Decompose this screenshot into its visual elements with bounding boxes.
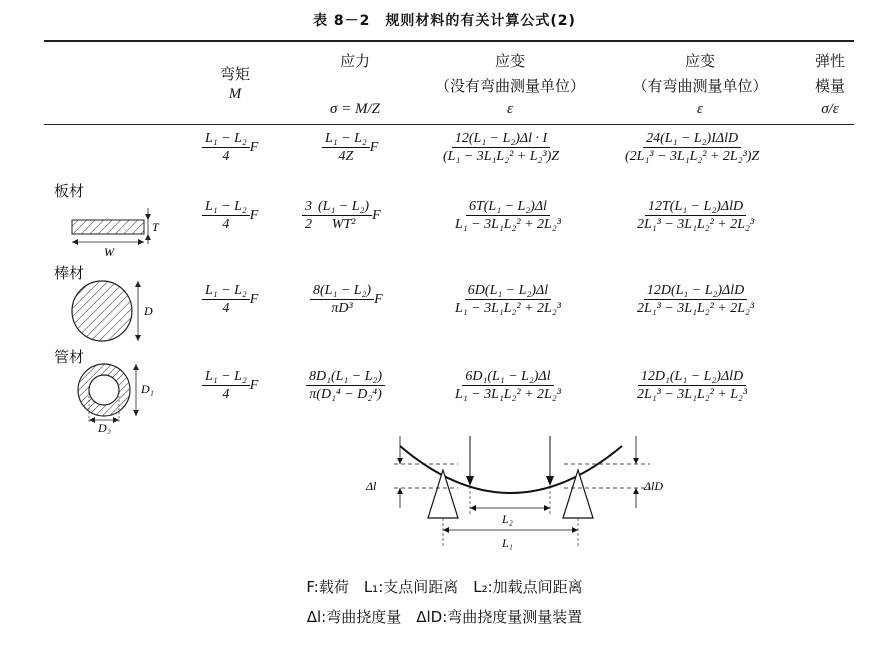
tube-D2-label: D₂ — [98, 421, 111, 434]
header-modulus-label1: 弹性 — [814, 52, 845, 70]
row3-moment-num: L₁ − L₂ — [202, 368, 250, 386]
dl-label: Δl — [366, 479, 377, 493]
row1-moment-suf: F — [249, 208, 259, 223]
row1-stress-pre: 3 — [302, 198, 315, 216]
bar-cross-section-figure — [60, 278, 170, 348]
row2-strain2 — [634, 282, 757, 317]
plate-W-arrow-right — [138, 239, 144, 245]
row3-strain2-num: 12D₁(L₁ − L₂)ΔlD — [638, 368, 746, 386]
row2-strain1 — [452, 282, 564, 317]
row3-moment-suf: F — [249, 378, 259, 393]
dlD-label: ΔlD — [644, 479, 664, 493]
L1-label: L₁ — [502, 536, 513, 550]
tube-D1-label: D₁ — [141, 382, 154, 396]
dlD-arrow-head-top — [633, 458, 639, 464]
header-strain2-label: 应变 — [684, 52, 715, 70]
bar-D-label: D — [144, 304, 153, 318]
row2-stress-den: πD³ — [331, 301, 353, 316]
plate-cross-section-figure — [64, 200, 164, 260]
row2-stress-num: 8(L₁ − L₂) — [310, 282, 374, 300]
legend-line-1: F:载荷 L₁:支点间距离 L₂:加载点间距离 — [306, 578, 583, 596]
load-arrow-left-head — [466, 476, 474, 486]
header-strain1-sub: （没有弯曲测量单位） — [434, 77, 585, 95]
row-label-tube: 管材 — [54, 348, 85, 366]
L2-label: L₂ — [502, 512, 513, 526]
row-label-plate: 板材 — [54, 182, 85, 200]
header-strain1-label: 应变 — [494, 52, 525, 70]
table-title: 表 8－2 规则材料的有关计算公式(2) — [313, 13, 576, 29]
row0-stress-suf: F — [369, 140, 379, 155]
header-rule — [44, 124, 854, 125]
right-support — [563, 470, 593, 518]
L2-arrow-left — [470, 505, 476, 511]
header-strain2-symbol: ε — [697, 101, 703, 117]
row2-stress-suf: F — [374, 292, 383, 307]
plate-T-arrow-bot — [145, 234, 151, 240]
row1-stress — [302, 198, 381, 233]
row1-strain2 — [634, 198, 757, 233]
row2-moment-num: L₁ − L₂ — [202, 282, 250, 300]
row0-stress-num: L₁ − L₂ — [322, 130, 370, 148]
row3-stress-num: 8D₁(L₁ − L₂) — [306, 368, 385, 386]
plate-T-label: T — [152, 220, 159, 234]
row0-stress — [322, 130, 378, 165]
dl-arrow-left-head-bot — [397, 488, 403, 494]
row0-strain2 — [622, 130, 762, 165]
row1-moment-num: L₁ − L₂ — [202, 198, 250, 216]
row2-strain1-num: 6D(L₁ − L₂)Δl — [465, 282, 551, 300]
row1-strain1-den: L₁ − 3L₁L₂² + 2L₂³ — [455, 217, 561, 232]
row0-strain2-den: (2L₁³ − 3L₁L₂² + 2L₂³)Z — [625, 149, 760, 164]
row3-strain1-den: L₁ − 3L₁L₂² + 2L₂³ — [455, 387, 561, 402]
row0-moment-suf: F — [249, 140, 259, 155]
row0-strain1 — [440, 130, 562, 165]
bar-circle — [72, 281, 132, 341]
row2-stress — [310, 282, 383, 317]
header-moment-label: 弯矩 — [219, 65, 250, 83]
row0-stress-den: 4Z — [338, 149, 354, 164]
row2-moment — [202, 282, 258, 317]
row0-strain2-num: 24(L₁ − L₂)IΔlD — [643, 130, 741, 148]
L2-arrow-right — [544, 505, 550, 511]
load-arrow-right-head — [546, 476, 554, 486]
legend-line-2: Δl:弯曲挠度量 ΔlD:弯曲挠度量测量装置 — [306, 608, 583, 626]
tube-inner — [89, 375, 119, 405]
row2-strain2-den: 2L₁³ − 3L₁L₂² + 2L₂³ — [637, 301, 755, 316]
tube-D1-arrow-bot — [133, 410, 139, 416]
row1-strain2-den: 2L₁³ − 3L₁L₂² + 2L₂³ — [637, 217, 755, 232]
bar-D-arrow-bot — [135, 335, 141, 341]
row1-strain1-num: 6T(L₁ − L₂)Δl — [466, 198, 550, 216]
top-rule — [44, 40, 854, 42]
row2-moment-suf: F — [249, 292, 259, 307]
row1-moment — [202, 198, 258, 233]
row2-strain1-den: L₁ − 3L₁L₂² + 2L₂³ — [455, 301, 561, 316]
row0-strain1-num: 12(L₁ − L₂)Δl · I — [452, 130, 550, 148]
plate-rect — [72, 220, 144, 234]
row1-moment-den: 4 — [222, 217, 230, 232]
row1-strain1 — [452, 198, 564, 233]
row0-moment-num: L₁ − L₂ — [202, 130, 250, 148]
plate-W-arrow-left — [72, 239, 78, 245]
row-label-bar: 棒材 — [54, 264, 85, 282]
L1-arrow-right — [572, 527, 578, 533]
deflected-beam — [400, 446, 622, 493]
row1-stress-num: (L₁ − L₂) — [315, 198, 372, 216]
row3-moment-den: 4 — [222, 387, 230, 402]
left-support — [428, 470, 458, 518]
row2-moment-den: 4 — [222, 301, 230, 316]
row1-stress-pre-den: 2 — [305, 217, 312, 232]
tube-D2-arrow-right — [113, 417, 119, 423]
beam-bending-diagram — [360, 430, 690, 555]
header-modulus-symbol: σ/ε — [821, 101, 839, 117]
row3-strain1 — [452, 368, 564, 403]
row0-moment-den: 4 — [222, 149, 230, 164]
plate-T-arrow-top — [145, 214, 151, 220]
row3-stress — [306, 368, 385, 403]
header-strain1-symbol: ε — [507, 101, 513, 117]
row2-strain2-num: 12D(L₁ − L₂)ΔlD — [644, 282, 747, 300]
row0-moment — [202, 130, 258, 165]
row1-stress-suf: F — [372, 208, 381, 223]
bar-D-arrow-top — [135, 281, 141, 287]
header-stress-label: 应力 — [339, 52, 370, 70]
row3-strain1-num: 6D₁(L₁ − L₂)Δl — [462, 368, 553, 386]
tube-D1-arrow-top — [133, 364, 139, 370]
header-stress-symbol: σ = M/Z — [329, 101, 381, 117]
header-moment-symbol: M — [228, 86, 242, 102]
L1-arrow-left — [443, 527, 449, 533]
dl-arrow-left-head-top — [397, 458, 403, 464]
header-modulus-label2: 模量 — [814, 77, 845, 95]
header-strain2-sub: （有弯曲测量单位） — [632, 77, 768, 95]
row3-strain2 — [634, 368, 750, 403]
row1-strain2-num: 12T(L₁ − L₂)ΔlD — [645, 198, 746, 216]
row3-stress-den: π(D₁⁴ − D₂⁴) — [309, 387, 382, 402]
row0-strain1-den: (L₁ − 3L₁L₂² + L₂³)Z — [443, 149, 560, 164]
plate-W-label: W — [104, 245, 114, 259]
tube-cross-section-figure — [64, 362, 174, 434]
row1-stress-den: WT² — [331, 217, 356, 232]
row3-moment — [202, 368, 258, 403]
tube-D2-arrow-left — [89, 417, 95, 423]
dlD-arrow-head-bot — [633, 488, 639, 494]
row3-strain2-den: 2L₁³ − 3L₁L₂² + L₂³ — [637, 387, 748, 402]
